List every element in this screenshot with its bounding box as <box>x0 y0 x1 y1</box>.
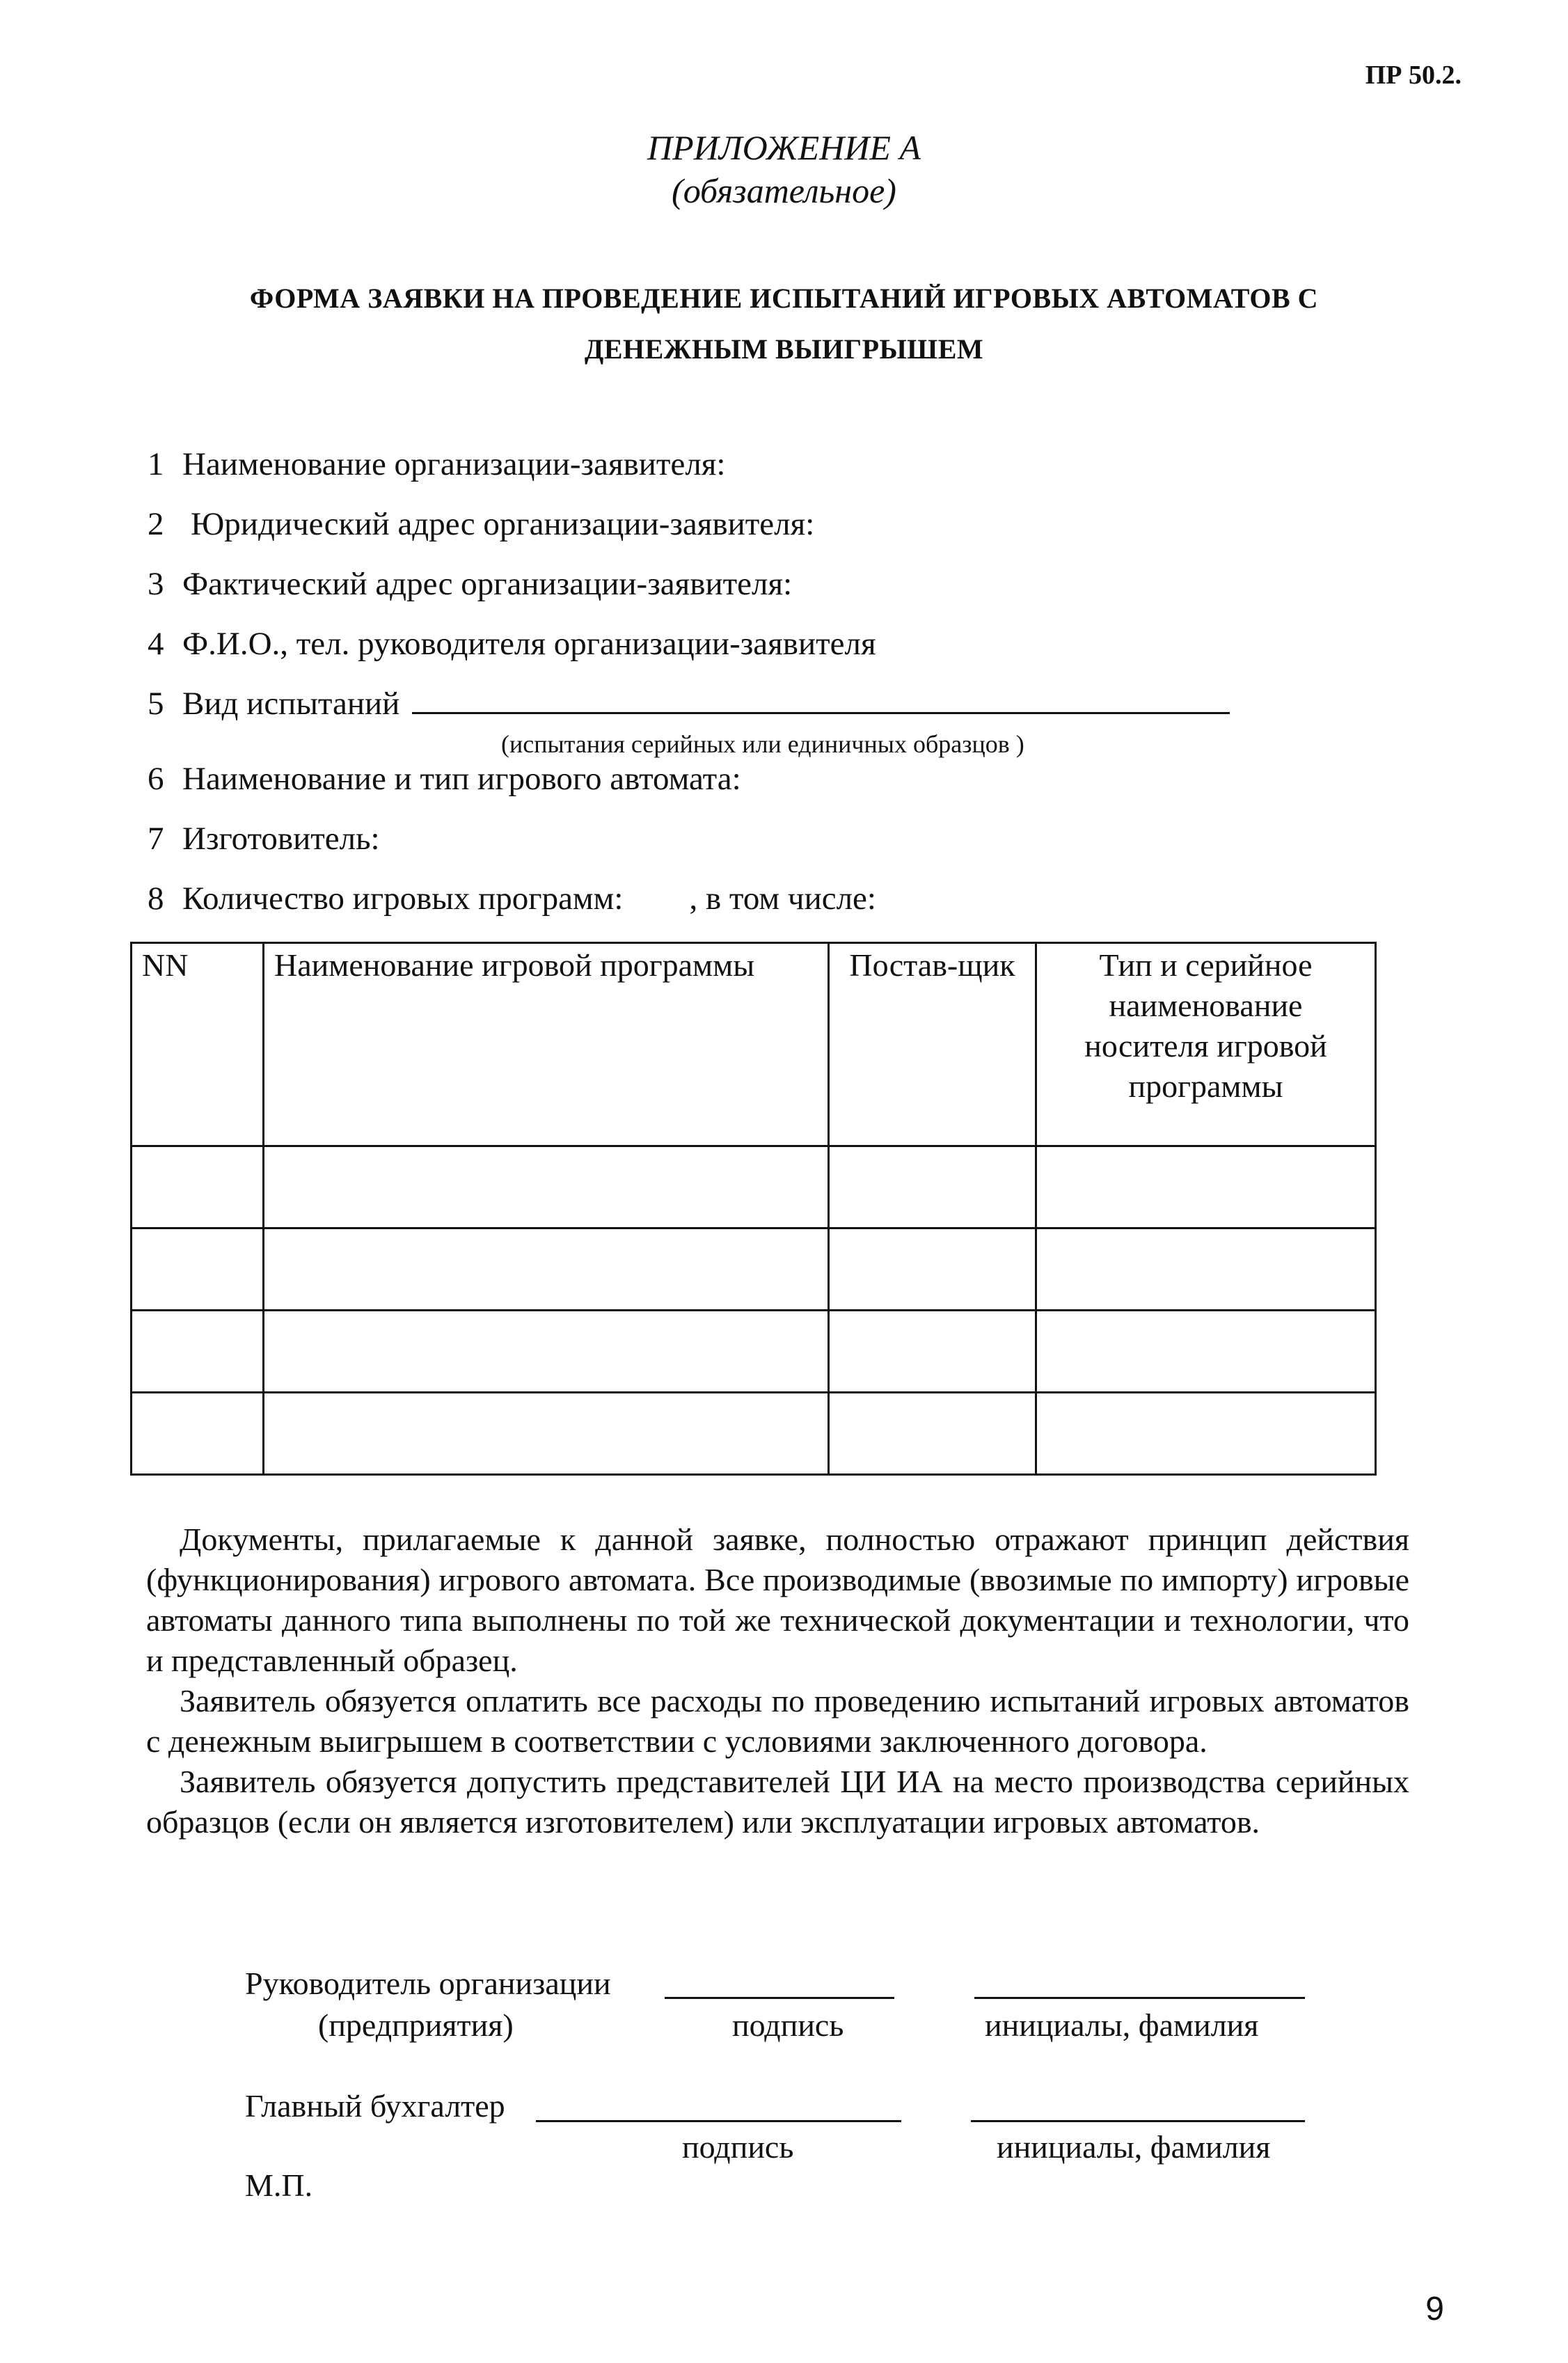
annex-title: ПРИЛОЖЕНИЕ А <box>647 128 921 167</box>
item-number: 6 <box>148 761 164 797</box>
table-row <box>132 1311 1376 1393</box>
head-signature-field[interactable] <box>665 1996 894 1999</box>
item-number: 1 <box>148 446 164 482</box>
table-cell[interactable] <box>829 1393 1036 1475</box>
document-number: ПР 50.2. <box>1365 61 1462 90</box>
accountant-signature-field[interactable] <box>536 2119 901 2122</box>
head-name-field[interactable] <box>974 1996 1305 1999</box>
head-label: Руководитель организации <box>245 1966 611 2001</box>
paragraph-payment: Заявитель обязуется оплатить все расходы по проведению испытаний игровых автоматов с денежным выигрышем в соответствии с условиями заключенного договора. <box>146 1683 1409 1759</box>
paragraph-access: Заявитель обязуется допустить представителей ЦИ ИА на место производства серийных образцов (если он является изготовителем) или эксплуатации игровых автоматов. <box>146 1764 1409 1840</box>
item-7 <box>148 820 380 858</box>
item-text: Вид испытаний <box>182 686 400 722</box>
seal-label: М.П. <box>245 2167 313 2203</box>
item-number: 5 <box>148 686 164 722</box>
item-5 <box>148 685 1230 722</box>
item-text: Ф.И.О., тел. руководителя организации-заявителя <box>182 626 876 662</box>
table-cell[interactable] <box>829 1311 1036 1393</box>
item-text: Юридический адрес организации-заявителя: <box>191 506 815 542</box>
item-number: 4 <box>148 626 164 662</box>
item-6 <box>148 760 741 798</box>
test-type-field[interactable] <box>412 691 1230 714</box>
item-1 <box>148 445 725 483</box>
head-label-sub: (предприятия) <box>318 2007 514 2043</box>
table-header-row <box>132 943 1376 1146</box>
item-4 <box>148 625 876 663</box>
table-cell[interactable] <box>1036 1311 1376 1393</box>
form-title-line-2: ДЕНЕЖНЫМ ВЫИГРЫШЕМ <box>584 333 984 365</box>
table-cell[interactable] <box>829 1146 1036 1228</box>
game-programs-table <box>130 942 1377 1476</box>
accountant-name-caption: инициалы, фамилия <box>997 2129 1271 2165</box>
item-8 <box>148 880 876 917</box>
accountant-name-field[interactable] <box>971 2119 1305 2122</box>
column-header-supplier: Постав-щик <box>829 943 1036 1146</box>
item-text: Наименование и тип игрового автомата: <box>182 761 741 797</box>
table-cell[interactable] <box>829 1228 1036 1311</box>
table-cell[interactable] <box>1036 1228 1376 1311</box>
table-cell[interactable] <box>264 1393 829 1475</box>
table-row <box>132 1393 1376 1475</box>
table-cell[interactable] <box>132 1393 264 1475</box>
test-type-hint: (испытания серийных или единичных образцов ) <box>501 730 1024 758</box>
annex-status: (обязательное) <box>672 171 896 210</box>
item-3 <box>148 565 792 603</box>
table-cell[interactable] <box>264 1311 829 1393</box>
column-header-media-type: Тип и серийное наименование носителя игровой программы <box>1036 943 1376 1146</box>
table-cell[interactable] <box>1036 1393 1376 1475</box>
item-suffix: , в том числе: <box>689 880 876 917</box>
paragraph-documents: Документы, прилагаемые к данной заявке, полностью отражают принцип действия (функционирования) игрового автомата. Все производимые (ввозимые по импорту) игровые автоматы данного типа выполнены по той же технической документации и технологии, что и представленный образец. <box>146 1522 1409 1678</box>
table-cell[interactable] <box>132 1146 264 1228</box>
page-number: 9 <box>1425 2291 1444 2328</box>
item-text: Фактический адрес организации-заявителя: <box>182 566 793 602</box>
item-text: Наименование организации-заявителя: <box>182 446 726 482</box>
table-row <box>132 1146 1376 1228</box>
accountant-signature-caption: подпись <box>682 2129 794 2165</box>
item-number: 2 <box>148 506 164 542</box>
table-cell[interactable] <box>1036 1146 1376 1228</box>
column-header-program-name: Наименование игровой программы <box>264 943 829 1146</box>
table-cell[interactable] <box>264 1228 829 1311</box>
form-title-line-1: ФОРМА ЗАЯВКИ НА ПРОВЕДЕНИЕ ИСПЫТАНИЙ ИГРОВЫХ АВТОМАТОВ С <box>249 283 1319 314</box>
table-cell[interactable] <box>264 1146 829 1228</box>
head-signature-caption: подпись <box>732 2007 844 2043</box>
declaration-text <box>146 1519 1409 1842</box>
item-text: Изготовитель: <box>182 821 380 857</box>
item-number: 7 <box>148 821 164 857</box>
item-2 <box>148 505 814 543</box>
table-cell[interactable] <box>132 1311 264 1393</box>
item-number: 8 <box>148 880 164 917</box>
table-row <box>132 1228 1376 1311</box>
table-cell[interactable] <box>132 1228 264 1311</box>
item-number: 3 <box>148 566 164 602</box>
item-text: Количество игровых программ: <box>182 880 624 917</box>
column-header-nn: NN <box>132 943 264 1146</box>
accountant-label: Главный бухгалтер <box>245 2088 505 2124</box>
head-name-caption: инициалы, фамилия <box>985 2007 1259 2043</box>
